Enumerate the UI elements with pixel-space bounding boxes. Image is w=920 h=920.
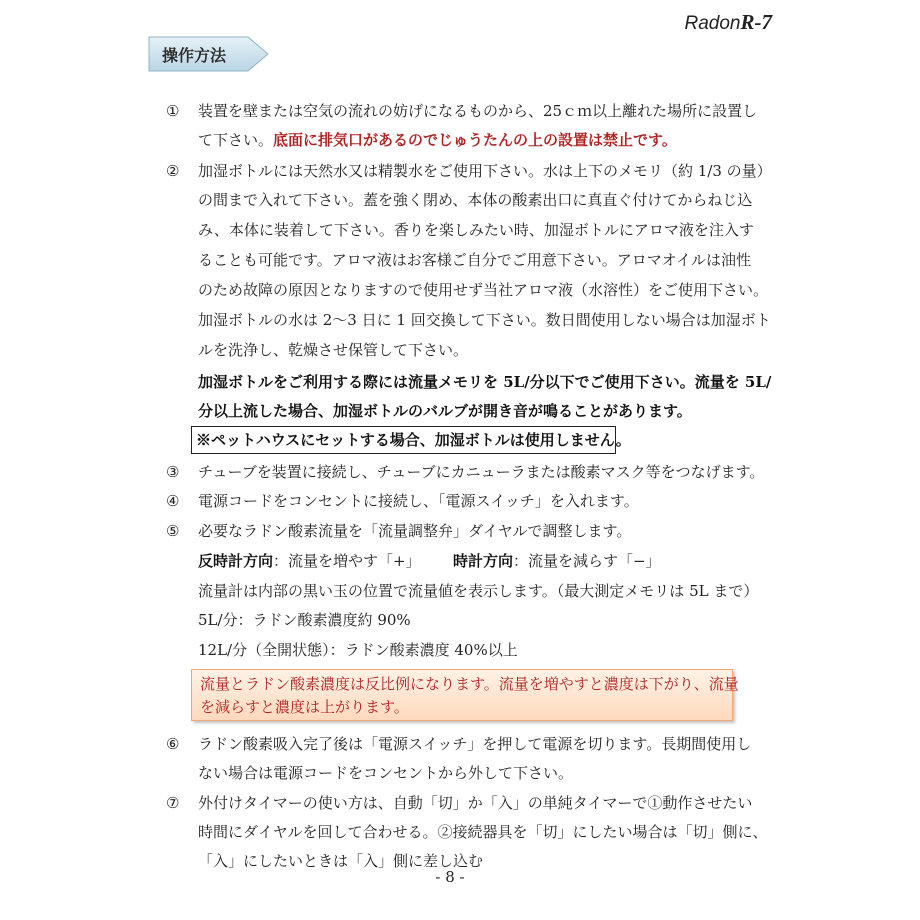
- item-1-warning: 底面に排気口があるのでじゅうたんの上の設置は禁止です。: [273, 131, 677, 149]
- brand-prefix: Radon: [684, 13, 741, 34]
- item-2-line-2: の間まで入れて下さい。蓋を強く閉め、本体の酸素出口に真直ぐ付けてからねじ込: [198, 191, 753, 209]
- item-7-line-1: 外付けタイマーの使い方は、自動「切」か「入」の単純タイマーで①動作させたい: [198, 794, 753, 812]
- note-line-2: を減らすと濃度は上がります。: [200, 698, 409, 716]
- section-title: 操作方法: [162, 46, 227, 65]
- ccw-text: ：流量を増やす「+」: [273, 552, 421, 570]
- item-5-line-1: 必要なラドン酸素流量を「流量調整弁」ダイヤルで調整します。: [198, 522, 632, 540]
- item-3-line-1: チューブを装置に接続し、チューブにカニューラまたは酸素マスク等をつなげます。: [198, 463, 765, 481]
- item-2-line-6: 加湿ボトルの水は 2～3 日に 1 回交換して下さい。数日間使用しない場合は加湿ボト: [198, 311, 771, 329]
- item-2-line-3: み、本体に装着して下さい。香りを楽しみたい時、加湿ボトルにアロマ液を注入す: [198, 221, 754, 239]
- item-1-line-2a: て下さい。: [198, 131, 274, 149]
- page-number: - 8 -: [435, 868, 465, 886]
- item-5-clockwise: [453, 551, 661, 571]
- item-6-number: ⑥: [166, 735, 180, 753]
- ccw-label: 反時計方向: [198, 552, 274, 570]
- brand-model-header: [685, 10, 773, 35]
- section-title-tab: [148, 34, 268, 74]
- item-1-line-1: 装置を壁または空気の流れの妨げになるものから、25ｃｍ以上離れた場所に設置し: [198, 102, 758, 120]
- pet-house-notice: ※ペットハウスにセットする場合、加湿ボトルは使用しません。: [196, 431, 631, 449]
- item-1-number: ①: [166, 102, 180, 120]
- item-2-line-4: ることも可能です。アロマ液はお客様ご自分でご用意下さい。アロマオイルは油性: [198, 251, 752, 269]
- item-2-number: ②: [166, 162, 180, 180]
- item-7-line-3: 「入」にしたいときは「入」側に差し込む: [198, 852, 484, 870]
- item-5-line-4: 5L/分：ラドン酸素濃度約 90%: [198, 611, 411, 629]
- item-3-number: ③: [166, 463, 180, 481]
- item-2-line-1: 加湿ボトルには天然水又は精製水をご使用下さい。水は上下のメモリ（約 1/3 の量）: [198, 162, 772, 180]
- item-7-number: ⑦: [166, 794, 180, 812]
- item-5-number: ⑤: [166, 522, 180, 540]
- item-4-number: ④: [166, 492, 180, 510]
- note-line-1: 流量とラドン酸素濃度は反比例になります。流量を増やすと濃度は下がり、流量: [200, 675, 739, 693]
- item-2-bold-line-2: 分以上流した場合、加湿ボトルのバルブが開き音が鳴ることがあります。: [198, 402, 692, 420]
- item-5-line-3: 流量計は内部の黒い玉の位置で流量値を表示します。（最大測定メモリは 5L まで）: [198, 582, 759, 600]
- item-2-bold-line-1: 加湿ボトルをご利用する際には流量メモリを 5L/分以下でご使用下さい。流量を 5L/: [198, 373, 772, 391]
- item-5-counterclockwise: [198, 551, 421, 571]
- item-1-line-2: [198, 130, 677, 150]
- item-2-line-5: のため故障の原因となりますので使用せず当社アロマ液（水溶性）をご使用下さい。: [198, 281, 769, 299]
- item-6-line-1: ラドン酸素吸入完了後は「電源スイッチ」を押して電源を切ります。長期間使用し: [198, 735, 752, 753]
- item-2-line-7: ルを洗浄し、乾燥させ保管して下さい。: [198, 341, 469, 359]
- item-6-line-2: ない場合は電源コードをコンセントから外して下さい。: [198, 764, 574, 782]
- item-7-line-2: 時間にダイヤルを回して合わせる。②接続器具を「切」にしたい場合は「切」側に、: [198, 823, 768, 841]
- cw-text: ：流量を減らす「−」: [513, 552, 661, 570]
- brand-model: R-7: [740, 10, 772, 34]
- item-5-line-5: 12L/分（全開状態）：ラドン酸素濃度 40%以上: [198, 641, 518, 659]
- cw-label: 時計方向: [453, 552, 514, 570]
- item-4-line-1: 電源コードをコンセントに接続し、「電源スイッチ」を入れます。: [198, 492, 639, 510]
